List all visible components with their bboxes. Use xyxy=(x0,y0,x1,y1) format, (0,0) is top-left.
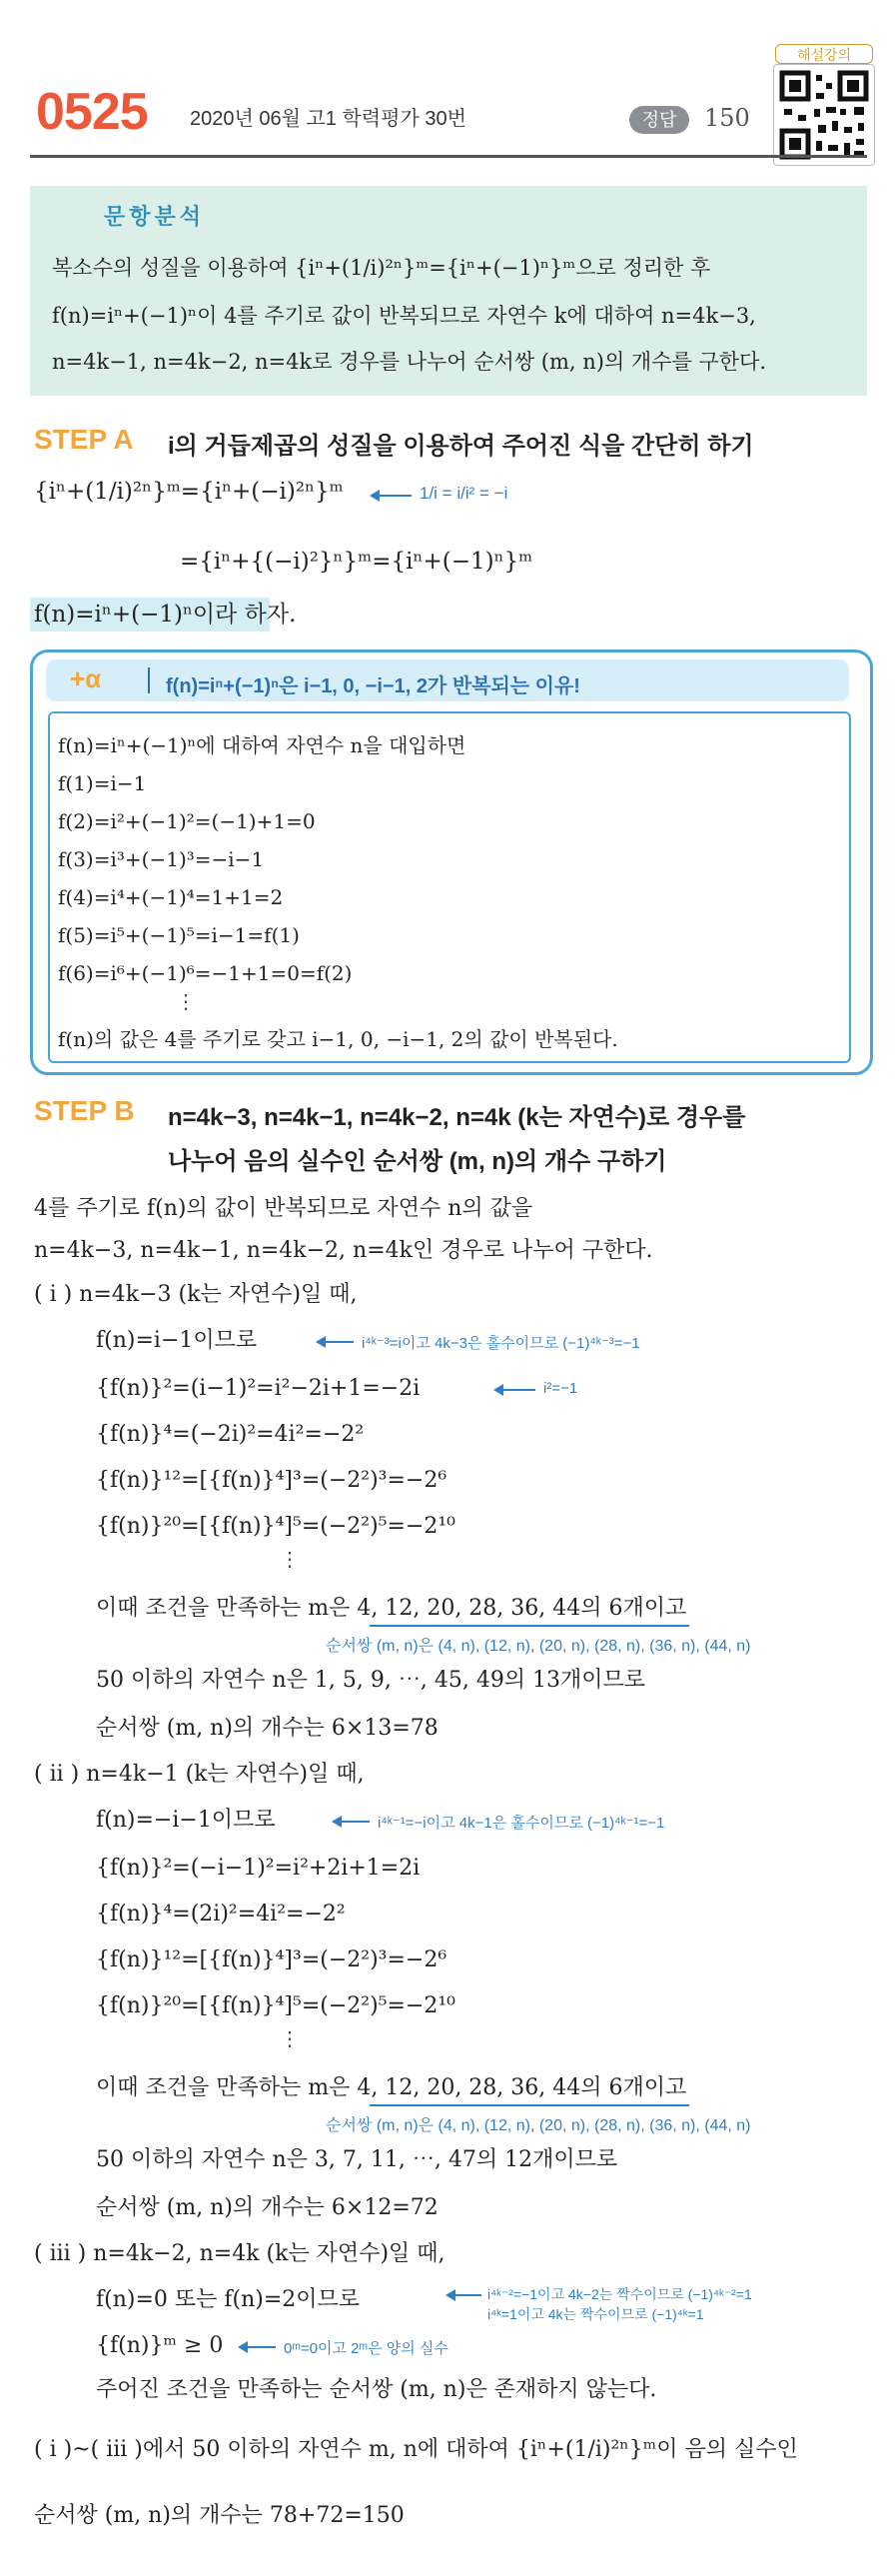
tip-line: f(5)=i⁵+(−1)⁵=i−1=f(1) xyxy=(58,923,300,947)
analysis-line-3: n=4k−1, n=4k−2, n=4k로 경우를 나누어 순서쌍 (m, n)의 개수를 구한다. xyxy=(52,350,766,374)
case-1-line-4: {f(n)}¹²=[{f(n)}⁴]³=(−2²)³=−2⁶ xyxy=(96,1468,448,1493)
analysis-line-1: 복소수의 성질을 이용하여 {iⁿ+(1/i)²ⁿ}ᵐ={iⁿ+(−1)ⁿ}ᵐ으로 정리한 후 xyxy=(52,256,711,280)
case-1-condition-note: 순서쌍 (m, n)은 (4, n), (12, n), (20, n), (28, n), (36, n), (44, n) xyxy=(326,1638,751,1655)
step-b-intro-2: n=4k−3, n=4k−1, n=4k−2, n=4k인 경우로 나누어 구한다. xyxy=(34,1238,653,1263)
tip-line: f(n)=iⁿ+(−1)ⁿ에 대하여 자연수 n을 대입하면 xyxy=(58,733,466,757)
step-b-title-1: n=4k−3, n=4k−1, n=4k−2, n=4k (k는 자연수)로 경우를 xyxy=(168,1104,746,1131)
case-1-underline xyxy=(370,1625,689,1627)
lecture-tag[interactable]: 해설강의 xyxy=(775,44,873,64)
case-2-condition-note: 순서쌍 (m, n)은 (4, n), (12, n), (20, n), (28, n), (36, n), (44, n) xyxy=(326,2117,751,2134)
case-2-condition: 이때 조건을 만족하는 m은 4, 12, 20, 28, 36, 44의 6개이고 xyxy=(96,2075,687,2100)
header-divider xyxy=(30,155,867,158)
case-1-line-2: {f(n)}²=(i−1)²=i²−2i+1=−2i xyxy=(96,1376,421,1401)
case-2-line-4: {f(n)}¹²=[{f(n)}⁴]³=(−2²)³=−2⁶ xyxy=(96,1947,448,1972)
case-2-line-5: {f(n)}²⁰=[{f(n)}⁴]⁵=(−2²)⁵=−2¹⁰ xyxy=(96,1993,455,2018)
case-1-note-2: i²=−1 xyxy=(543,1380,578,1397)
case-3-line-2: {f(n)}ᵐ ≥ 0 xyxy=(96,2333,224,2358)
case-3-line-3: 주어진 조건을 만족하는 순서쌍 (m, n)은 존재하지 않는다. xyxy=(96,2377,657,2402)
case-1-line-5: {f(n)}²⁰=[{f(n)}⁴]⁵=(−2²)⁵=−2¹⁰ xyxy=(96,1514,455,1539)
answer-badge: 정답 xyxy=(629,106,689,134)
tip-title: f(n)=iⁿ+(−1)ⁿ은 i−1, 0, −i−1, 2가 반복되는 이유! xyxy=(166,675,580,697)
conclusion-line-2: 순서쌍 (m, n)의 개수는 78+72=150 xyxy=(34,2503,405,2528)
step-a-definition: f(n)=iⁿ+(−1)ⁿ이라 하자. xyxy=(34,602,297,628)
tip-divider xyxy=(148,667,150,693)
arrow-left-icon xyxy=(372,495,412,497)
arrow-left-icon xyxy=(240,2346,276,2348)
problem-number: 0525 xyxy=(36,83,148,141)
case-1-condition: 이때 조건을 만족하는 m은 4, 12, 20, 28, 36, 44의 6개이고 xyxy=(96,1596,687,1621)
case-1-dots: ⋮ xyxy=(280,1547,300,1571)
case-2-result: 순서쌍 (m, n)의 개수는 6×12=72 xyxy=(96,2195,439,2220)
step-a-eq1-note: 1/i = i/i² = −i xyxy=(420,484,508,503)
case-2-underline xyxy=(370,2104,689,2106)
problem-source: 2020년 06월 고1 학력평가 30번 xyxy=(190,108,466,130)
qr-code-icon[interactable] xyxy=(773,64,875,166)
arrow-left-icon xyxy=(318,1341,354,1343)
case-1-note-1: i⁴ᵏ⁻³=i이고 4k−3은 홀수이므로 (−1)⁴ᵏ⁻³=−1 xyxy=(362,1335,640,1352)
case-2-dots: ⋮ xyxy=(280,2026,300,2050)
arrow-left-icon xyxy=(495,1389,535,1391)
case-3-note-3: 0ᵐ=0이고 2ᵐ은 양의 실수 xyxy=(284,2340,448,2357)
case-2-note-1: i⁴ᵏ⁻¹=−i이고 4k−1은 홀수이므로 (−1)⁴ᵏ⁻¹=−1 xyxy=(378,1815,665,1832)
arrow-left-icon xyxy=(334,1821,370,1823)
case-1-result: 순서쌍 (m, n)의 개수는 6×13=78 xyxy=(96,1716,439,1741)
answer-value: 150 xyxy=(704,104,750,132)
step-a-eq2: ={iⁿ+{(−i)²}ⁿ}ᵐ={iⁿ+(−1)ⁿ}ᵐ xyxy=(180,549,533,575)
case-1-count: 50 이하의 자연수 n은 1, 5, 9, ⋯, 45, 49의 13개이므로 xyxy=(96,1668,646,1693)
tip-line: f(4)=i⁴+(−1)⁴=1+1=2 xyxy=(58,885,284,909)
case-2-count: 50 이하의 자연수 n은 3, 7, 11, ⋯, 47의 12개이므로 xyxy=(96,2147,618,2172)
analysis-title: 문항분석 xyxy=(104,204,206,229)
step-a-label: STEP A xyxy=(34,424,134,455)
step-a-eq1: {iⁿ+(1/i)²ⁿ}ᵐ={iⁿ+(−i)²ⁿ}ᵐ xyxy=(34,479,344,505)
tip-line: f(3)=i³+(−1)³=−i−1 xyxy=(58,847,265,871)
case-2-line-3: {f(n)}⁴=(2i)²=4i²=−2² xyxy=(96,1902,346,1927)
case-3-line-1: f(n)=0 또는 f(n)=2이므로 xyxy=(96,2287,361,2312)
case-2-heading: ( ii ) n=4k−1 (k는 자연수)일 때, xyxy=(34,1762,365,1787)
case-2-line-1: f(n)=−i−1이므로 xyxy=(96,1808,276,1833)
tip-line: f(n)의 값은 4를 주기로 갖고 i−1, 0, −i−1, 2의 값이 반복된다. xyxy=(58,1027,618,1051)
case-1-line-3: {f(n)}⁴=(−2i)²=4i²=−2² xyxy=(96,1422,365,1447)
case-1-line-1: f(n)=i−1이므로 xyxy=(96,1328,258,1353)
case-3-heading: ( iii ) n=4k−2, n=4k (k는 자연수)일 때, xyxy=(34,2241,446,2266)
tip-line: f(6)=i⁶+(−1)⁶=−1+1=0=f(2) xyxy=(58,961,353,985)
step-a-title: i의 거듭제곱의 성질을 이용하여 주어진 식을 간단히 하기 xyxy=(168,433,754,460)
step-b-label: STEP B xyxy=(34,1095,135,1126)
case-3-note-2: i⁴ᵏ=1이고 4k는 짝수이므로 (−1)⁴ᵏ=1 xyxy=(487,2306,704,2322)
case-2-line-2: {f(n)}²=(−i−1)²=i²+2i+1=2i xyxy=(96,1856,421,1881)
step-b-intro-1: 4를 주기로 f(n)의 값이 반복되므로 자연수 n의 값을 xyxy=(34,1196,533,1221)
case-3-note-1: i⁴ᵏ⁻²=−1이고 4k−2는 짝수이므로 (−1)⁴ᵏ⁻²=1 xyxy=(487,2286,752,2302)
step-b-title-2: 나누어 음의 실수인 순서쌍 (m, n)의 개수 구하기 xyxy=(168,1148,667,1175)
arrow-left-icon xyxy=(448,2294,481,2296)
case-1-heading: ( i ) n=4k−3 (k는 자연수)일 때, xyxy=(34,1282,358,1307)
tip-line: f(1)=i−1 xyxy=(58,771,147,795)
tip-symbol: +α xyxy=(70,663,102,693)
tip-line: f(2)=i²+(−1)²=(−1)+1=0 xyxy=(58,809,316,833)
conclusion-line-1: ( i )~( iii )에서 50 이하의 자연수 m, n에 대하여 {iⁿ+(1/i)²ⁿ}ᵐ이 음의 실수인 xyxy=(34,2437,798,2462)
tip-dots: ⋮ xyxy=(176,989,196,1013)
analysis-line-2: f(n)=iⁿ+(−1)ⁿ이 4를 주기로 값이 반복되므로 자연수 k에 대하여 n=4k−3, xyxy=(52,304,756,328)
